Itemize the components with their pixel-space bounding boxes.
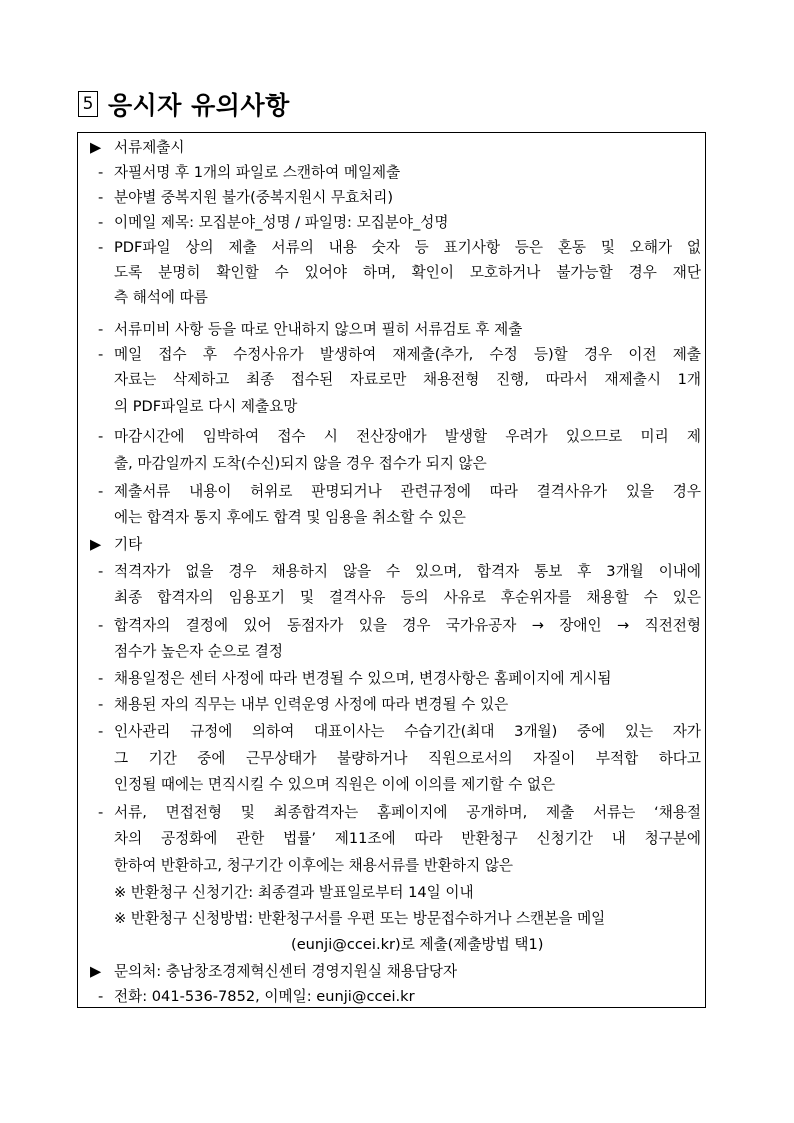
- section-heading-documents: [90, 136, 185, 160]
- list-item-text: 서류, 면접전형 및 최종합격자는 홈페이지에 공개하며, 제출 서류는 ‘채용절: [114, 804, 701, 821]
- list-item: [98, 720, 103, 744]
- triangle-bullet-icon: ▶: [90, 139, 102, 156]
- list-item-text: 이메일 제목: 모집분야_성명 / 파일명: 모집분야_성명: [114, 214, 449, 231]
- list-item-text: 채용일정은 센터 사정에 따라 변경될 수 있으며, 변경사항은 홈페이지에 게시됨: [114, 670, 612, 687]
- dash-bullet: -: [98, 563, 104, 580]
- dash-bullet: -: [98, 670, 104, 687]
- list-item-text: 자료는 삭제하고 최종 접수된 자료로만 채용전형 진행, 따라서 재제출시 1개: [114, 371, 701, 388]
- refund-period-note: ※ 반환청구 신청기간: 최종결과 발표일로부터 14일 이내: [114, 884, 474, 901]
- list-item-text: 메일 접수 후 수정사유가 발생하여 재제출(추가, 수정 등)할 경우 이전 제출: [114, 346, 701, 363]
- list-item-text: 채용된 자의 직무는 내부 인력운영 사정에 따라 변경될 수 있은: [114, 696, 509, 713]
- triangle-bullet-icon: ▶: [90, 536, 102, 553]
- dash-bullet: -: [98, 804, 104, 821]
- section-number-box: 5: [78, 91, 98, 117]
- dash-bullet: -: [98, 214, 104, 231]
- list-item: [98, 343, 103, 367]
- list-item: [98, 614, 103, 638]
- list-item: [98, 211, 449, 235]
- list-item-text: 에는 합격자 통지 후에도 합격 및 임용을 취소할 수 있은: [114, 509, 466, 526]
- list-item: [98, 186, 394, 210]
- section-heading-text: 문의처: 충남창조경제혁신센터 경영지원실 채용담당자: [114, 963, 458, 980]
- list-item-text: 마감시간에 임박하여 접수 시 전산장애가 발생할 우려가 있으므로 미리 제: [114, 428, 701, 445]
- list-item: [98, 236, 103, 260]
- list-item-text: 제출서류 내용이 허위로 판명되거나 관련규정에 따라 결격사유가 있을 경우: [114, 483, 701, 500]
- list-item-text: 한하여 반환하고, 청구기간 이후에는 채용서류를 반환하지 않은: [114, 857, 514, 874]
- section-heading-text: 서류제출시: [114, 139, 185, 156]
- section-heading-other: [90, 533, 142, 557]
- list-item: [98, 161, 401, 185]
- list-item-text: 인사관리 규정에 의하여 대표이사는 수습기간(최대 3개월) 중에 있는 자가: [114, 723, 701, 740]
- list-item-text: 측 해석에 따름: [114, 289, 208, 306]
- list-item-text: 도록 분명히 확인할 수 있어야 하며, 확인이 모호하거나 불가능할 경우 재단: [114, 264, 701, 281]
- dash-bullet: -: [98, 483, 104, 500]
- notice-box: [77, 132, 706, 1008]
- list-item-text: 합격자의 결정에 있어 동점자가 있을 경우 국가유공자 → 장애인 → 직전전형: [114, 617, 701, 634]
- list-item-text: 인정될 때에는 면직시킬 수 있으며 직원은 이에 이의를 제기할 수 없은: [114, 776, 556, 793]
- dash-bullet: -: [98, 988, 104, 1005]
- list-item: [98, 667, 612, 691]
- list-item-text: 의 PDF파일로 다시 제출요망: [114, 398, 298, 415]
- refund-method-note: ※ 반환청구 신청방법: 반환청구서를 우편 또는 방문접수하거나 스캔본을 메일: [114, 910, 606, 927]
- list-item-text: 적격자가 없을 경우 채용하지 않을 수 있으며, 합격자 통보 후 3개월 이내에: [114, 563, 701, 580]
- list-item-text: 서류미비 사항 등을 따로 안내하지 않으며 필히 서류검토 후 제출: [114, 321, 523, 338]
- list-item-text: 출, 마감일까지 도착(수신)되지 않을 경우 접수가 되지 않은: [114, 455, 487, 472]
- list-item: [98, 425, 103, 449]
- dash-bullet: -: [98, 617, 104, 634]
- list-item-text: PDF파일 상의 제출 서류의 내용 숫자 등 표기사항 등은 혼동 및 오해가 없: [114, 239, 701, 256]
- section-title: [78, 86, 290, 122]
- section-heading-contact: [90, 960, 457, 984]
- list-item: [98, 985, 415, 1009]
- dash-bullet: -: [98, 428, 104, 445]
- dash-bullet: -: [98, 164, 104, 181]
- list-item: [98, 693, 509, 717]
- list-item-text: 자필서명 후 1개의 파일로 스캔하여 메일제출: [114, 164, 401, 181]
- dash-bullet: -: [98, 239, 104, 256]
- page-title: 응시자 유의사항: [108, 91, 290, 120]
- list-item-text: 점수가 높은자 순으로 결정: [114, 643, 283, 660]
- dash-bullet: -: [98, 321, 104, 338]
- dash-bullet: -: [98, 723, 104, 740]
- list-item: [98, 480, 103, 504]
- list-item-text: 최종 합격자의 임용포기 및 결격사유 등의 사유로 후순위자를 채용할 수 있은: [114, 589, 701, 606]
- dash-bullet: -: [98, 696, 104, 713]
- contact-text: 전화: 041-536-7852, 이메일: eunji@ccei.kr: [114, 988, 415, 1005]
- list-item: [98, 801, 103, 825]
- triangle-bullet-icon: ▶: [90, 963, 102, 980]
- list-item-text: 그 기간 중에 근무상태가 불량하거나 직원으로서의 자질이 부적합 하다고: [114, 750, 701, 767]
- dash-bullet: -: [98, 346, 104, 363]
- refund-method-note-cont: (eunji@ccei.kr)로 제출(제출방법 택1): [291, 936, 544, 953]
- list-item-text: 차의 공정화에 관한 법률’ 제11조에 따라 반환청구 신청기간 내 청구분에: [114, 830, 701, 847]
- section-heading-text: 기타: [114, 536, 143, 553]
- list-item: [98, 560, 103, 584]
- dash-bullet: -: [98, 189, 104, 206]
- list-item: [98, 318, 523, 342]
- list-item-text: 분야별 중복지원 불가(중복지원시 무효처리): [114, 189, 394, 206]
